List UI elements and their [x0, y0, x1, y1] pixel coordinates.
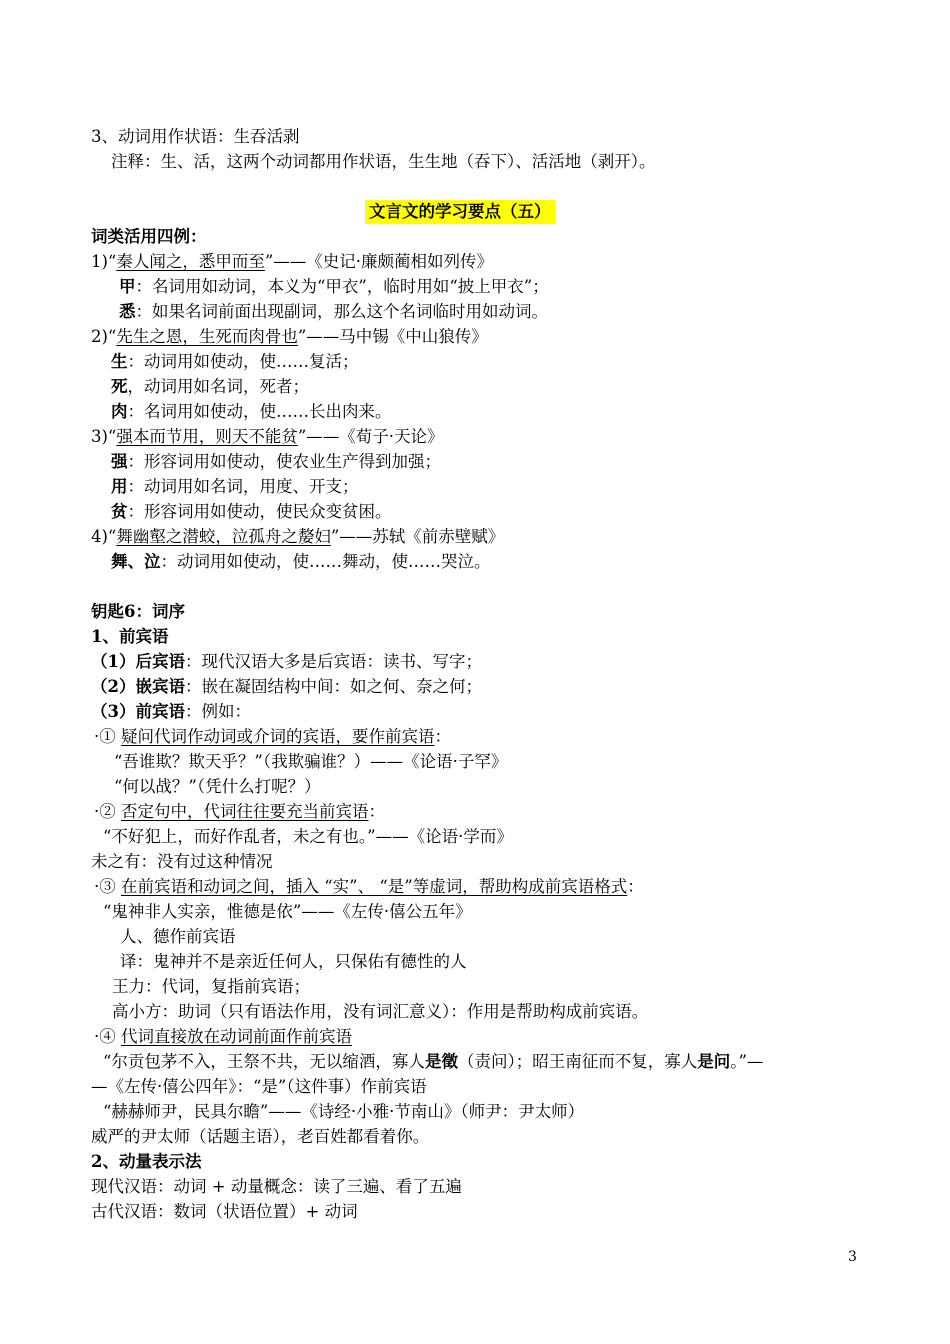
note-line: 威严的尹太师（话题主语），老百姓都看着你。	[91, 1127, 430, 1146]
example-line: 2)“先生之恩，生死而肉骨也”——马中锡《中山狼传》	[91, 327, 488, 346]
example-line: 4)“舞幽壑之潜蛟，泣孤舟之嫠妇”——苏轼《前赤壁赋》	[91, 527, 505, 546]
rule-line: ·④ 代词直接放在动词前面作前宾语	[94, 1027, 352, 1046]
definition-line: （3）前宾语：例如：	[91, 702, 251, 721]
note-line: 用：动词用如名词，用度、开支；	[111, 477, 359, 496]
note-line: 未之有：没有过这种情况	[91, 852, 273, 871]
page-number: 3	[848, 1249, 857, 1265]
text-line: 3、动词用作状语：生吞活剥	[91, 127, 300, 146]
example-line: “何以战？”（凭什么打呢？）	[114, 777, 321, 796]
note-line: 高小方：助词（只有语法作用，没有词汇意义）：作用是帮助构成前宾语。	[112, 1002, 649, 1021]
note-line: 舞、泣：动词用如使动，使……舞动，使……哭泣。	[111, 552, 491, 571]
note-line: 生：动词用如使动，使……复活；	[111, 352, 359, 371]
definition-line: （2）嵌宾语：嵌在凝固结构中间：如之何、奈之何；	[91, 677, 482, 696]
example-line: “鬼神非人实亲，惟德是依”——《左传·僖公五年》	[103, 902, 472, 921]
note-line: 王力：代词，复指前宾语；	[112, 977, 310, 996]
note-line: 贫：形容词用如使动，使民众变贫困。	[111, 502, 392, 521]
key-heading: 钥匙6：词序	[91, 602, 185, 621]
example-line: “尔贡包茅不入，王祭不共，无以缩酒，寡人是徵（责问）；昭王南征而不复，寡人是问。”—	[103, 1052, 764, 1071]
rule-line: ·② 否定句中，代词往往要充当前宾语：	[94, 802, 385, 821]
subsection-heading: 2、动量表示法	[91, 1152, 202, 1171]
note-line: 人、德作前宾语	[120, 927, 236, 946]
example-line: “不好犯上，而好作乱者，未之有也。”——《论语·学而》	[103, 827, 513, 846]
note-line: 甲：名词用如动词，本义为“甲衣”，临时用如“披上甲衣”；	[119, 277, 549, 296]
example-line: “赫赫师尹，民具尔瞻”——《诗经·小雅·节南山》（师尹：尹太师）	[103, 1102, 585, 1121]
text-line: 注释：生、活，这两个动词都用作状语，生生地（吞下）、活活地（剥开）。	[111, 152, 656, 171]
subsection-heading: 词类活用四例：	[91, 227, 207, 246]
rule-line: ·③ 在前宾语和动词之间，插入 “实”、 “是”等虚词，帮助构成前宾语格式：	[94, 877, 644, 896]
note-line: 译：鬼神并不是亲近任何人，只保佑有德性的人	[120, 952, 467, 971]
example-line: 3)“强本而节用，则天不能贫”——《荀子·天论》	[91, 427, 444, 446]
text-line: 现代汉语：动词 + 动量概念：读了三遍、看了五遍	[91, 1177, 462, 1196]
example-line: —《左传·僖公四年》：“是”（这件事）作前宾语	[91, 1077, 427, 1096]
note-line: 悉：如果名词前面出现副词，那么这个名词临时用如动词。	[119, 302, 548, 321]
note-line: 肉：名词用如使动，使……长出肉来。	[111, 402, 392, 421]
rule-line: ·① 疑问代词作动词或介词的宾语，要作前宾语：	[94, 727, 451, 746]
section-title: 文言文的学习要点（五）	[365, 200, 555, 224]
subsection-heading: 1、前宾语	[91, 627, 169, 646]
note-line: 强：形容词用如使动，使农业生产得到加强；	[111, 452, 441, 471]
definition-line: （1）后宾语：现代汉语大多是后宾语：读书、写字；	[91, 652, 482, 671]
note-line: 死，动词用如名词，死者；	[111, 377, 309, 396]
example-line: “吾谁欺？欺天乎？”（我欺骗谁？）——《论语·子罕》	[114, 752, 508, 771]
text-line: 古代汉语：数词（状语位置）+ 动词	[91, 1202, 358, 1221]
example-line: 1)“秦人闻之，悉甲而至”——《史记·廉颇蔺相如列传》	[91, 252, 494, 271]
